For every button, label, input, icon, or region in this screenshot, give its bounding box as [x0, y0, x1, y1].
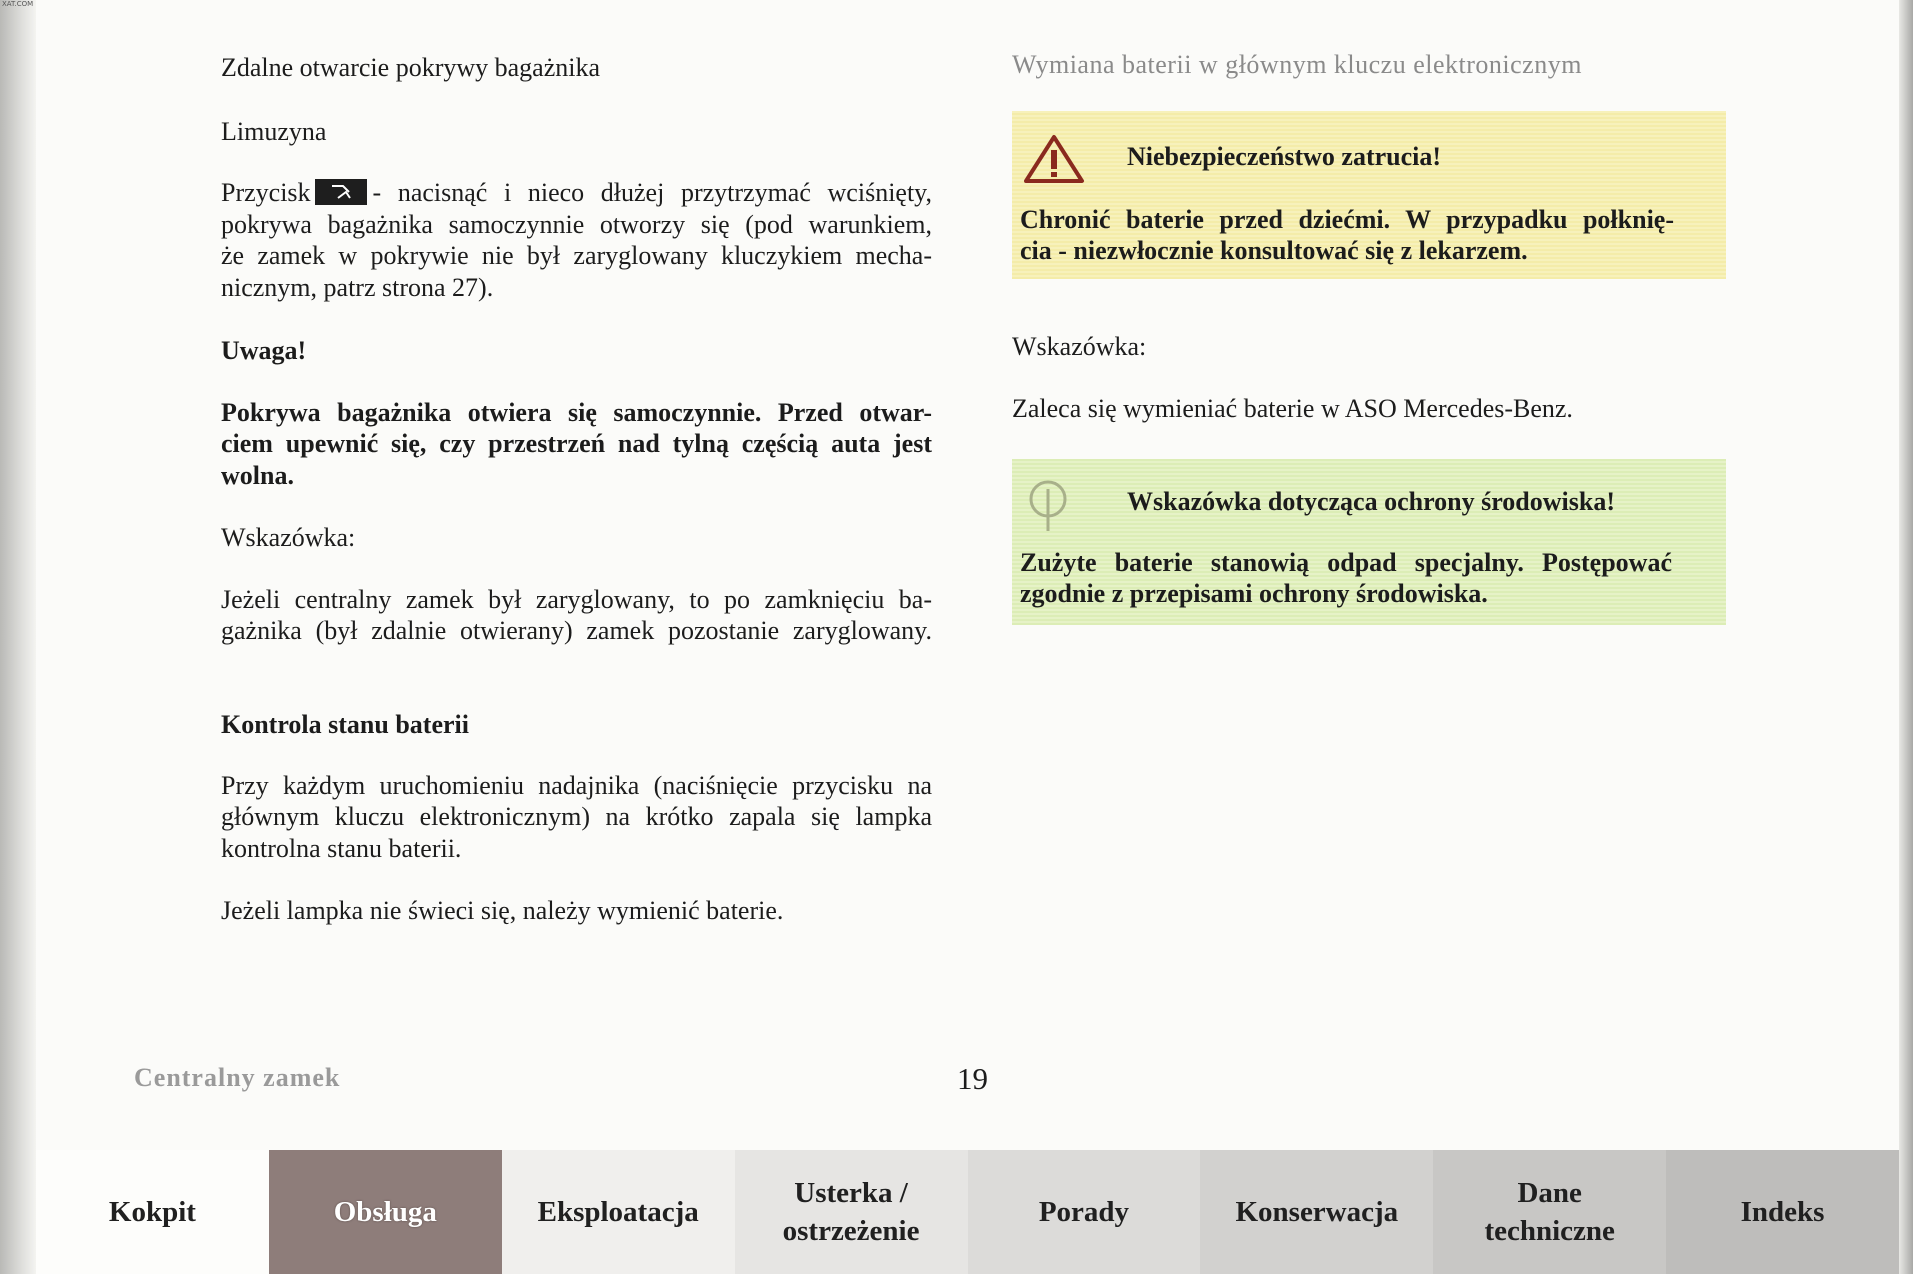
- environment-line: zgodnie z przepisami ochrony środowiska.: [1020, 579, 1488, 608]
- page-left-edge-shadow: [0, 0, 36, 1274]
- section-heading-battery-check: Kontrola stanu baterii: [221, 710, 469, 739]
- tab-label: Eksploatacja: [537, 1196, 699, 1228]
- footer-section-name: Centralny zamek: [134, 1063, 341, 1092]
- caution-line: ciem upewnić się, czy przestrzeń nad tylną częścią auta jest: [221, 429, 932, 458]
- environment-title: Wskazówka dotycząca ochrony środowiska!: [1127, 487, 1616, 516]
- tab-konserwacja[interactable]: [1200, 1150, 1433, 1274]
- subheading-limousine: Limuzyna: [221, 117, 327, 146]
- tab-usterka-ostrzezenie[interactable]: [735, 1150, 968, 1274]
- tab-label-line2: ostrzeżenie: [782, 1215, 920, 1247]
- warning-title: Niebezpieczeństwo zatrucia!: [1127, 142, 1442, 171]
- tab-label: Porady: [1038, 1196, 1130, 1228]
- section-heading-remote-trunk: Zdalne otwarcie pokrywy bagażnika: [221, 53, 601, 82]
- tab-eksploatacja[interactable]: [502, 1150, 735, 1274]
- caution-line: wolna.: [221, 461, 294, 490]
- paragraph-line: że zamek w pokrywie nie był zaryglowany kluczykiem mecha-: [221, 241, 932, 270]
- battery-paragraph-2: Jeżeli lampka nie świeci się, należy wymienić baterie.: [221, 896, 784, 925]
- trunk-open-key-icon: [315, 179, 367, 205]
- battery-line: Przy każdym uruchomieniu nadajnika (naciśnięcie przycisku na: [221, 771, 932, 800]
- tab-obsluga[interactable]: [269, 1150, 502, 1274]
- caution-label: Uwaga!: [221, 336, 307, 365]
- tab-indeks[interactable]: [1666, 1150, 1899, 1274]
- battery-line: kontrolna stanu baterii.: [221, 834, 462, 863]
- tab-label: Usterka /: [794, 1177, 908, 1209]
- environment-line: Zużyte baterie stanowią odpad specjalny. Postępować: [1020, 548, 1672, 577]
- hint-line: Jeżeli centralny zamek był zaryglowany, to po zamknięciu ba-: [221, 585, 932, 614]
- watermark: XAT.COM: [2, 0, 34, 8]
- paragraph-line: pokrywa bagażnika samoczynnie otworzy się (pod warunkiem,: [221, 210, 932, 239]
- caution-line: Pokrywa bagażnika otwiera się samoczynnie. Przed otwar-: [221, 398, 932, 427]
- tab-dane-techniczne[interactable]: [1433, 1150, 1666, 1274]
- paragraph-text: Przycisk: [221, 178, 311, 207]
- hint-text-right: Zaleca się wymieniać baterie w ASO Mercedes-Benz.: [1012, 394, 1573, 423]
- page-number: 19: [957, 1061, 988, 1096]
- chapter-tab-bar: [36, 1150, 1899, 1274]
- tab-label: Dane: [1517, 1177, 1582, 1209]
- tab-label-line2: techniczne: [1484, 1215, 1615, 1247]
- hint-line: gażnika (był zdalnie otwierany) zamek pozostanie zaryglowany.: [221, 616, 932, 645]
- environment-tree-icon: [1026, 477, 1070, 538]
- tab-label: Kokpit: [108, 1196, 196, 1228]
- page-right-edge-shadow: [1899, 0, 1913, 1274]
- tab-label: Obsługa: [333, 1196, 437, 1228]
- warning-line: cia - niezwłocznie konsultować się z lekarzem.: [1020, 236, 1528, 265]
- environment-note-box: [1012, 459, 1726, 625]
- warning-line: Chronić baterie przed dziećmi. W przypadku połknię-: [1020, 205, 1674, 234]
- tab-kokpit[interactable]: [36, 1150, 269, 1274]
- hint-label: Wskazówka:: [221, 523, 356, 552]
- hint-label-right: Wskazówka:: [1012, 332, 1147, 361]
- section-heading-battery-replacement: Wymiana baterii w głównym kluczu elektronicznym: [1012, 50, 1582, 79]
- paragraph-line: nicznym, patrz strona 27).: [221, 273, 494, 302]
- tab-label: Konserwacja: [1235, 1196, 1399, 1228]
- poison-warning-box: [1012, 111, 1726, 279]
- battery-line: głównym kluczu elektronicznym) na krótko zapala się lampka: [221, 802, 932, 831]
- warning-triangle-icon: [1022, 133, 1086, 190]
- paragraph-line: [221, 177, 932, 208]
- tab-porady[interactable]: [968, 1150, 1201, 1274]
- tab-label: Indeks: [1740, 1196, 1825, 1228]
- paragraph-text: - nacisnąć i nieco dłużej przytrzymać wciśnięty,: [372, 178, 932, 207]
